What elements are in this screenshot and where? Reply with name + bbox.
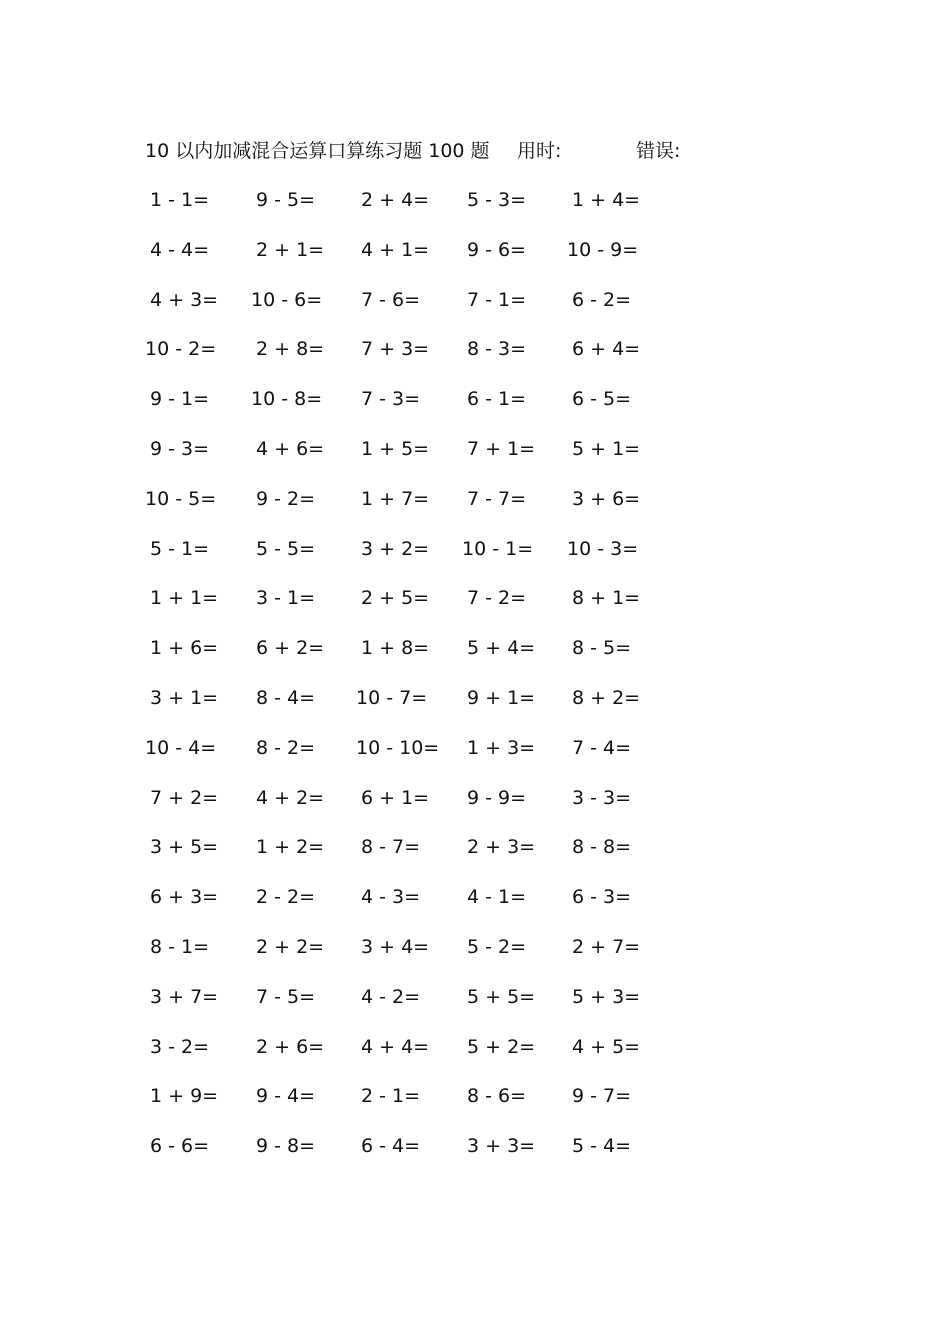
arithmetic-problem: 6 - 3= — [572, 886, 632, 909]
arithmetic-problem: 4 - 3= — [361, 886, 421, 909]
arithmetic-problem: 4 + 4= — [361, 1035, 430, 1058]
arithmetic-problem: 9 - 7= — [572, 1085, 632, 1108]
arithmetic-problem: 3 + 4= — [361, 935, 430, 958]
arithmetic-problem: 3 - 2= — [150, 1035, 210, 1058]
arithmetic-problem: 6 + 3= — [150, 886, 219, 909]
arithmetic-problem: 5 + 3= — [572, 985, 641, 1008]
page-title: 10 以内加减混合运算口算练习题 100 题 — [145, 140, 490, 162]
arithmetic-problem: 8 - 6= — [467, 1085, 527, 1108]
problem-row — [150, 384, 670, 434]
arithmetic-problem: 5 - 3= — [467, 189, 527, 211]
arithmetic-problem: 1 + 9= — [150, 1085, 219, 1108]
arithmetic-problem: 9 - 8= — [256, 1135, 316, 1158]
arithmetic-problem: 8 - 4= — [256, 686, 316, 709]
arithmetic-problem: 9 - 1= — [150, 388, 210, 411]
arithmetic-problem: 3 + 2= — [361, 537, 430, 560]
arithmetic-problem: 8 - 5= — [572, 637, 632, 660]
problem-row — [150, 882, 670, 932]
problem-row — [145, 334, 670, 384]
arithmetic-problem: 10 - 5= — [145, 487, 217, 510]
problem-grid — [145, 185, 670, 1181]
problem-row — [150, 235, 670, 285]
arithmetic-problem: 7 - 4= — [572, 736, 632, 759]
problem-row — [150, 1032, 670, 1082]
time-used-label: 用时: — [517, 140, 562, 162]
arithmetic-problem: 10 - 6= — [251, 288, 323, 311]
arithmetic-problem: 4 + 5= — [572, 1035, 641, 1058]
arithmetic-problem: 7 + 3= — [361, 338, 430, 361]
arithmetic-problem: 2 + 7= — [572, 935, 641, 958]
arithmetic-problem: 8 + 2= — [572, 686, 641, 709]
arithmetic-problem: 10 - 3= — [567, 537, 639, 560]
arithmetic-problem: 1 + 3= — [467, 736, 536, 759]
arithmetic-problem: 3 + 5= — [150, 836, 219, 859]
problem-row — [145, 484, 670, 534]
arithmetic-problem: 4 + 3= — [150, 288, 219, 311]
arithmetic-problem: 3 + 6= — [572, 487, 641, 510]
arithmetic-problem: 2 + 1= — [256, 238, 325, 261]
arithmetic-problem: 5 + 1= — [572, 437, 641, 460]
problem-row — [150, 832, 670, 882]
arithmetic-problem: 2 + 6= — [256, 1035, 325, 1058]
arithmetic-problem: 7 - 1= — [467, 288, 527, 311]
arithmetic-problem: 2 + 2= — [256, 935, 325, 958]
arithmetic-problem: 7 - 7= — [467, 487, 527, 510]
arithmetic-problem: 1 + 6= — [150, 637, 219, 660]
problem-row — [150, 185, 670, 235]
problem-row — [150, 1081, 670, 1131]
arithmetic-problem: 10 - 1= — [462, 537, 534, 560]
arithmetic-problem: 10 - 2= — [145, 338, 217, 361]
arithmetic-problem: 5 - 4= — [572, 1135, 632, 1158]
arithmetic-problem: 6 - 6= — [150, 1135, 210, 1158]
arithmetic-problem: 6 + 1= — [361, 786, 430, 809]
arithmetic-problem: 7 + 2= — [150, 786, 219, 809]
problem-row — [145, 733, 670, 783]
arithmetic-problem: 10 - 8= — [251, 388, 323, 411]
problem-row — [150, 285, 670, 335]
arithmetic-problem: 8 - 3= — [467, 338, 527, 361]
arithmetic-problem: 9 - 2= — [256, 487, 316, 510]
arithmetic-problem: 9 - 5= — [256, 189, 316, 211]
arithmetic-problem: 7 - 6= — [361, 288, 421, 311]
arithmetic-problem: 4 + 1= — [361, 238, 430, 261]
arithmetic-problem: 3 - 3= — [572, 786, 632, 809]
problem-row — [150, 434, 670, 484]
problem-row — [150, 932, 670, 982]
arithmetic-problem: 6 + 2= — [256, 637, 325, 660]
arithmetic-problem: 8 - 1= — [150, 935, 210, 958]
arithmetic-problem: 6 - 1= — [467, 388, 527, 411]
problem-row — [150, 982, 670, 1032]
arithmetic-problem: 3 + 1= — [150, 686, 219, 709]
arithmetic-problem: 10 - 10= — [356, 736, 440, 759]
problem-row — [150, 534, 670, 584]
arithmetic-problem: 5 + 4= — [467, 637, 536, 660]
arithmetic-problem: 7 - 5= — [256, 985, 316, 1008]
arithmetic-problem: 4 - 1= — [467, 886, 527, 909]
arithmetic-problem: 2 - 1= — [361, 1085, 421, 1108]
arithmetic-problem: 2 + 3= — [467, 836, 536, 859]
arithmetic-problem: 7 - 3= — [361, 388, 421, 411]
arithmetic-problem: 2 + 5= — [361, 587, 430, 610]
arithmetic-problem: 2 + 8= — [256, 338, 325, 361]
arithmetic-problem: 5 - 5= — [256, 537, 316, 560]
arithmetic-problem: 7 + 1= — [467, 437, 536, 460]
arithmetic-problem: 1 + 7= — [361, 487, 430, 510]
arithmetic-problem: 8 - 2= — [256, 736, 316, 759]
arithmetic-problem: 5 - 2= — [467, 935, 527, 958]
arithmetic-problem: 4 + 6= — [256, 437, 325, 460]
problem-row — [150, 783, 670, 833]
arithmetic-problem: 6 - 4= — [361, 1135, 421, 1158]
arithmetic-problem: 8 - 7= — [361, 836, 421, 859]
arithmetic-problem: 10 - 7= — [356, 686, 428, 709]
arithmetic-problem: 3 + 7= — [150, 985, 219, 1008]
arithmetic-problem: 5 + 5= — [467, 985, 536, 1008]
arithmetic-problem: 1 + 2= — [256, 836, 325, 859]
arithmetic-problem: 6 + 4= — [572, 338, 641, 361]
arithmetic-problem: 9 - 9= — [467, 786, 527, 809]
arithmetic-problem: 1 - 1= — [150, 189, 210, 211]
arithmetic-problem: 6 - 2= — [572, 288, 632, 311]
arithmetic-problem: 9 - 4= — [256, 1085, 316, 1108]
arithmetic-problem: 2 - 2= — [256, 886, 316, 909]
arithmetic-problem: 9 + 1= — [467, 686, 536, 709]
arithmetic-problem: 8 + 1= — [572, 587, 641, 610]
arithmetic-problem: 2 + 4= — [361, 189, 430, 211]
arithmetic-problem: 4 - 2= — [361, 985, 421, 1008]
arithmetic-problem: 3 - 1= — [256, 587, 316, 610]
arithmetic-problem: 10 - 9= — [567, 238, 639, 261]
arithmetic-problem: 7 - 2= — [467, 587, 527, 610]
problem-row — [150, 583, 670, 633]
arithmetic-problem: 1 + 8= — [361, 637, 430, 660]
arithmetic-problem: 3 + 3= — [467, 1135, 536, 1158]
arithmetic-problem: 1 + 1= — [150, 587, 219, 610]
arithmetic-problem: 1 + 4= — [572, 189, 641, 211]
arithmetic-problem: 8 - 8= — [572, 836, 632, 859]
problem-row — [150, 683, 670, 733]
errors-label: 错误: — [636, 140, 681, 162]
problem-row — [150, 1131, 670, 1181]
arithmetic-problem: 10 - 4= — [145, 736, 217, 759]
arithmetic-problem: 9 - 3= — [150, 437, 210, 460]
arithmetic-problem: 6 - 5= — [572, 388, 632, 411]
problem-row — [150, 633, 670, 683]
arithmetic-problem: 4 + 2= — [256, 786, 325, 809]
arithmetic-problem: 5 - 1= — [150, 537, 210, 560]
arithmetic-problem: 5 + 2= — [467, 1035, 536, 1058]
arithmetic-problem: 9 - 6= — [467, 238, 527, 261]
arithmetic-problem: 4 - 4= — [150, 238, 210, 261]
arithmetic-problem: 1 + 5= — [361, 437, 430, 460]
